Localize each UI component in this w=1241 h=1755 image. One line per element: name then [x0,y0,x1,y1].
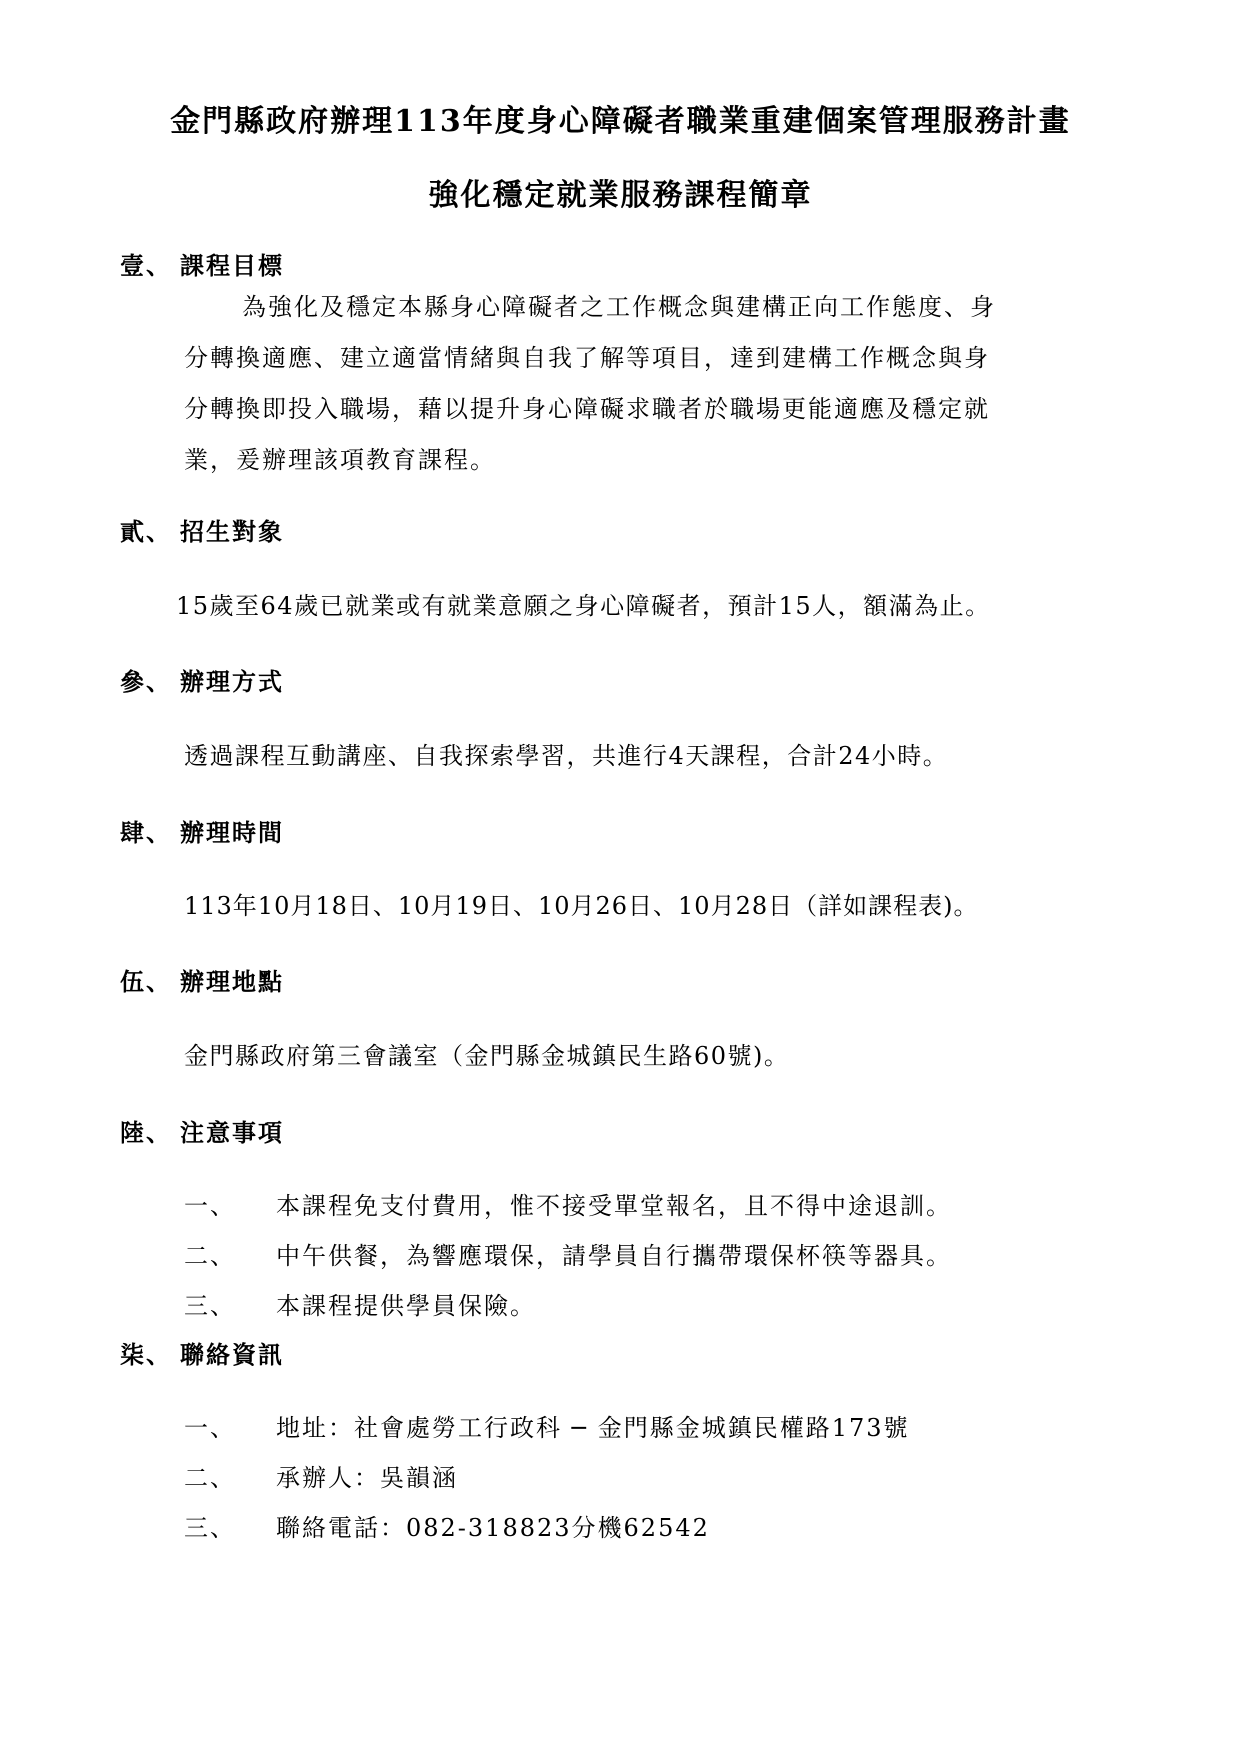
list-item [184,1186,952,1221]
list-item-text: 承辦人：吳韻涵 [276,1464,458,1492]
section-number: 壹、 [120,251,172,280]
list-item-text: 地址：社會處勞工行政科 ─ 金門縣金城鎮民權路173號 [276,1414,910,1442]
goal-paragraph [184,282,1094,486]
list-item-text: 中午供餐，為響應環保，請學員自行攜帶環保杯筷等器具。 [276,1242,952,1270]
document-title: 金門縣政府辦理113年度身心障礙者職業重建個案管理服務計畫 [170,104,1071,139]
section-title: 招生對象 [180,517,284,546]
list-marker: 一、 [184,1414,236,1442]
section-number: 伍、 [120,967,172,996]
section-heading-notes [120,1113,284,1148]
paragraph-line: 業，爰辦理該項教育課程。 [184,446,496,474]
section-heading-contact [120,1335,284,1370]
list-marker: 一、 [184,1192,236,1220]
section-heading-location [120,962,284,997]
target-text: 15歲至64歲已就業或有就業意願之身心障礙者，預計15人，額滿為止。 [176,592,991,620]
paragraph-line: 分轉換適應、建立適當情緒與自我了解等項目，達到建構工作概念與身 [184,344,990,372]
list-item-text: 本課程提供學員保險。 [276,1292,536,1320]
section-title: 辦理地點 [180,967,284,996]
document-subtitle: 強化穩定就業服務課程簡章 [428,178,813,213]
contact-person [184,1458,458,1493]
section-heading-time [120,813,284,848]
list-marker: 三、 [184,1514,236,1542]
section-title: 聯絡資訊 [180,1340,284,1369]
section-number: 肆、 [120,818,172,847]
method-text: 透過課程互動講座、自我探索學習，共進行4天課程，合計24小時。 [184,742,949,770]
list-marker: 三、 [184,1292,236,1320]
list-marker: 二、 [184,1464,236,1492]
section-title: 辦理時間 [180,818,284,847]
section-heading-method [120,662,284,697]
paragraph-line: 為強化及穩定本縣身心障礙者之工作概念與建構正向工作態度、身 [242,293,996,321]
section-number: 柒、 [120,1340,172,1369]
section-heading-target [120,512,284,547]
list-item [184,1236,952,1271]
list-item-text: 聯絡電話：082-318823分機62542 [276,1514,710,1542]
section-title: 辦理方式 [180,667,284,696]
location-text: 金門縣政府第三會議室（金門縣金城鎮民生路60號)。 [184,1042,790,1070]
section-heading-goal [120,246,284,281]
contact-address [184,1408,910,1443]
paragraph-line: 分轉換即投入職場，藉以提升身心障礙求職者於職場更能適應及穩定就 [184,395,990,423]
time-text: 113年10月18日、10月19日、10月26日、10月28日（詳如課程表)。 [184,892,979,920]
section-title: 課程目標 [180,251,284,280]
section-number: 參、 [120,667,172,696]
section-title: 注意事項 [180,1118,284,1147]
list-item [184,1286,536,1321]
list-item-text: 本課程免支付費用，惟不接受單堂報名，且不得中途退訓。 [276,1192,952,1220]
contact-phone [184,1508,710,1543]
section-number: 貳、 [120,517,172,546]
section-number: 陸、 [120,1118,172,1147]
list-marker: 二、 [184,1242,236,1270]
